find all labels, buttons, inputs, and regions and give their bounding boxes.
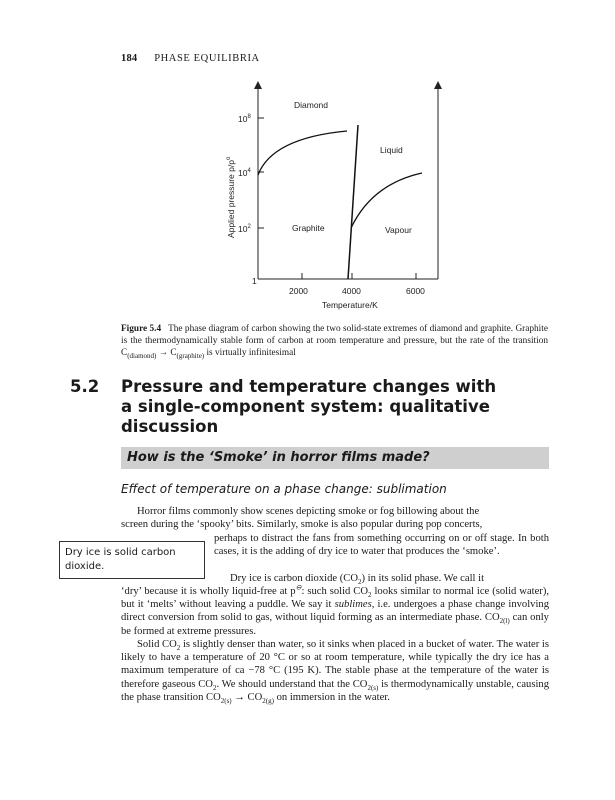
caption-text-3: is virtually infinitesimal	[206, 348, 296, 359]
y-tick-label: $10^2$	[238, 224, 251, 234]
y-tick-label: $10^4$	[238, 168, 251, 178]
y-tick-label: $10^8$	[238, 114, 251, 124]
caption-sub-2: (graphite)	[176, 352, 205, 361]
x-axis-label: Temperature/K	[322, 300, 378, 310]
question-box	[121, 447, 549, 469]
phase-diagram-figure	[222, 80, 462, 315]
x-tick-label: 2000	[289, 286, 308, 296]
running-title: PHASE EQUILIBRIA	[154, 53, 260, 64]
page-number: 184	[121, 53, 138, 64]
caption-arrow: →	[158, 348, 168, 359]
caption-sub-1: (diamond)	[127, 352, 157, 361]
caption-text-1: The phase diagram of carbon showing the two solid-state extremes of diamond and graphite. Graphite is the thermodynamically stable form of carbon at room temperature and pressure, but the rate of the transition C	[121, 324, 548, 359]
y-axis-label: Applied pressure $p/p^o$	[226, 156, 236, 238]
right-axis-arrow	[434, 81, 442, 89]
y-axis-arrow	[254, 81, 262, 89]
caption-text-2: C	[170, 348, 177, 359]
liquid-vapour-boundary	[351, 173, 422, 228]
paragraph-3: Solid $CO_2$ is slightly denser than water, so it sinks when placed in a bucket of water. The water is likely to have a temperature of 20 °C or so at room temperature, while typically the dry ice has a maximum temperature of ca −78 °C (195 K). The stable phase at the temperature of the water is therefore gaseous $CO_2$. We should understand that the $CO_{2(s)}$ is thermodynamically unstable, causing the phase transition $CO_{2(s)} \to CO_{2(g)}$ on immersion in the water.	[121, 639, 550, 705]
running-header	[121, 53, 260, 64]
section-title: Pressure and temperature changes with a single-component system: qualitative discussion	[121, 377, 497, 436]
x-tick-label: 6000	[406, 286, 425, 296]
x-tick-label: 4000	[342, 286, 361, 296]
region-label-diamond: Diamond	[294, 100, 329, 110]
subheading: Effect of temperature on a phase change: sublimation	[121, 482, 447, 496]
caption-label: Figure 5.4	[121, 324, 162, 334]
figure-caption	[121, 323, 548, 362]
y-tick-label: 1	[252, 276, 257, 286]
paragraph-1-wrap: perhaps to distract the fans from something occurring on or off stage. In both cases, it is the adding of dry ice to water that produces the ‘smoke’.	[214, 533, 549, 558]
section-number: 5.2	[70, 377, 100, 396]
sidebar-note: Dry ice is solid carbon dioxide.	[59, 541, 205, 579]
sublimes-term: sublimes	[334, 599, 372, 611]
region-label-vapour: Vapour	[385, 225, 412, 235]
paragraph-1-line-1: Horror films commonly show scenes depicting smoke or fog billowing about the	[137, 506, 480, 517]
region-label-graphite: Graphite	[292, 223, 325, 233]
paragraph-2-start: Dry ice is carbon dioxide $(CO_2)$ in its solid phase. We call it	[230, 573, 485, 587]
paragraph-2-body: ‘dry’ because it is wholly liquid-free at p⊖: such solid $CO_2$ looks similar to normal ice (solid water), but it ‘melts’ without leaving a puddle. We say it sublimes, i.e. undergoes a phase change involving direct conversion from solid to gas, without liquid forming as an intermediate phase. $CO_{2(l)}$ can only be formed at extreme pressures.	[121, 583, 549, 637]
graphite-diamond-boundary	[258, 131, 347, 175]
question-text: How is the ‘Smoke’ in horror films made?	[127, 450, 430, 465]
paragraph-1-top	[121, 505, 549, 531]
paragraph-1-line-2: screen during the ‘spooky’ bits. Similarly, smoke is also popular during pop concerts,	[121, 519, 483, 531]
region-label-liquid: Liquid	[380, 145, 403, 155]
solid-liquid-boundary	[348, 125, 358, 279]
phase-diagram-svg	[222, 80, 462, 315]
